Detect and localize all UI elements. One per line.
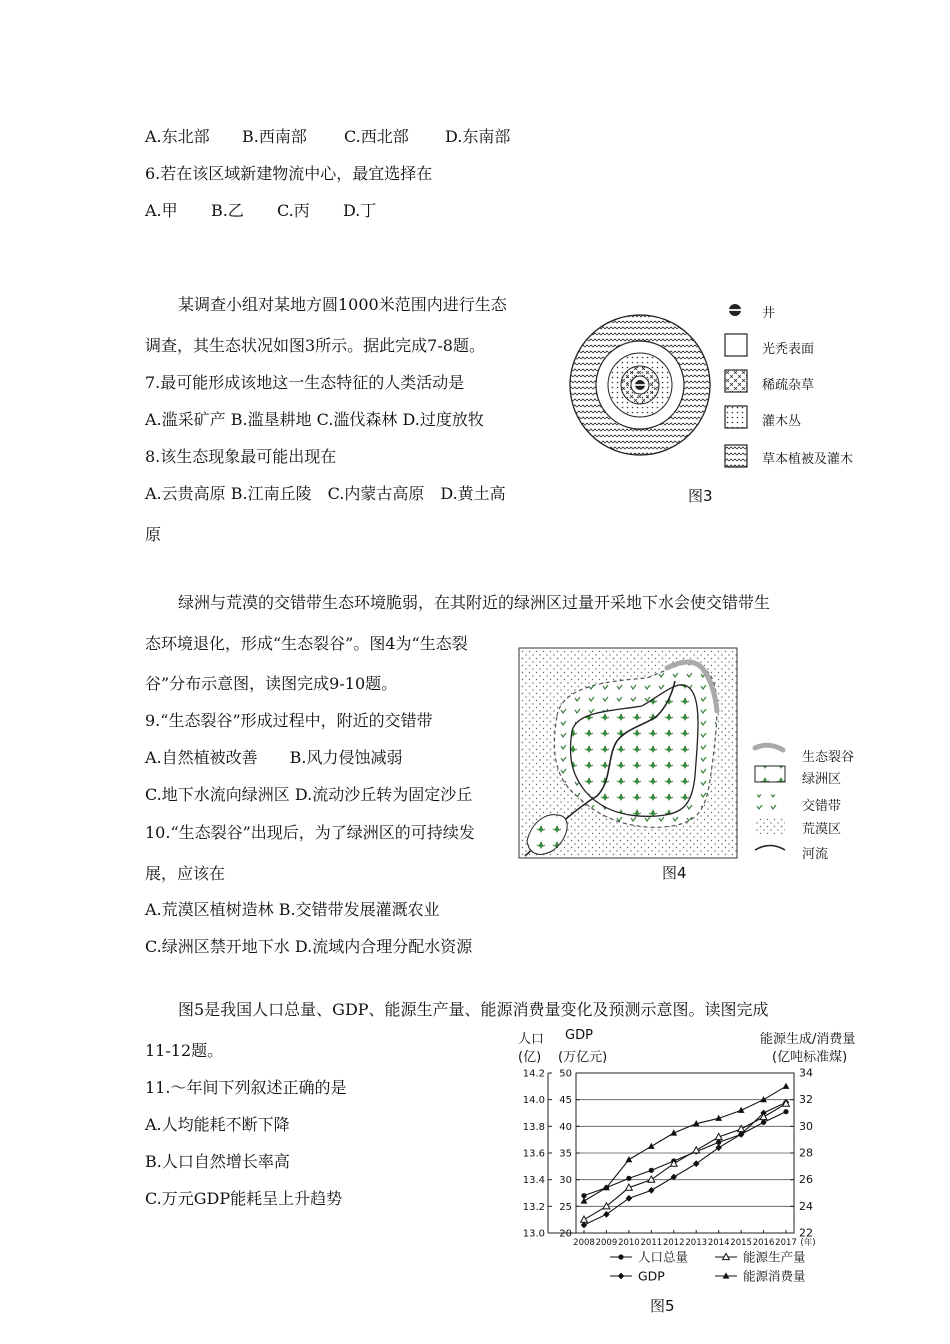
fig5-x-tick-label: 2012 — [662, 1238, 685, 1248]
fig5-pop-tick-label: 14.0 — [522, 1095, 545, 1107]
fig5-pop-tick-label: 13.0 — [522, 1228, 545, 1240]
passage3-line2: 调查，其生态状况如图3所示。据此完成7-8题。 — [145, 336, 485, 355]
fig3-legend-grass: 稀疏杂草 — [762, 378, 815, 393]
q9-stem: 9.“生态裂谷”形成过程中，附近的交错带 — [145, 711, 433, 730]
q5-option-d: D.东南部 — [445, 127, 511, 146]
fig5-gdp-tick-label: 35 — [559, 1148, 572, 1160]
fig5-legend-energy-consumption-label: 能源消费量 — [743, 1268, 806, 1284]
fig5-energy-tick-label: 34 — [799, 1066, 813, 1080]
fig5-energy-tick-label: 26 — [799, 1173, 813, 1187]
fig5-energy-tick-label: 28 — [799, 1146, 813, 1160]
fig3-legend-bare-icon — [725, 334, 747, 356]
fig5-legend-marker — [618, 1254, 623, 1259]
passage4-line3: 谷”分布示意图，读图完成9-10题。 — [145, 674, 398, 693]
q6-option-b: B.乙 — [211, 201, 244, 220]
fig5-x-tick-label: 2015 — [730, 1238, 752, 1248]
fig5-energy-tick-label: 32 — [799, 1093, 813, 1107]
q7-stem: 7.最可能形成该地这一生态特征的人类活动是 — [145, 373, 465, 392]
fig5-series-population-point — [716, 1140, 721, 1145]
passage5-line2: 11-12题。 — [145, 1041, 224, 1060]
fig5-x-tick-label: 2010 — [618, 1238, 640, 1248]
fig3-legend-well-icon — [729, 304, 741, 316]
fig5-right-title-2: (亿吨标准煤) — [772, 1050, 848, 1065]
fig5-legend-marker — [618, 1273, 624, 1280]
fig3-legend-herb: 草本植被及灌木 — [762, 452, 854, 467]
fig3-legend-herb-icon — [725, 445, 747, 467]
fig4-caption: 图4 — [662, 864, 687, 882]
figure-5 — [510, 1028, 890, 1293]
fig3-well-icon — [635, 380, 645, 390]
fig5-pop-tick-label: 13.4 — [522, 1175, 545, 1187]
fig5-right-title-1: 能源生成/消费量 — [760, 1032, 856, 1047]
fig3-legend-grass-icon — [725, 370, 747, 392]
fig5-energy-tick-label: 22 — [799, 1226, 813, 1240]
q5-option-c: C.西北部 — [344, 127, 409, 146]
passage4-line2: 态环境退化，形成“生态裂谷”。图4为“生态裂 — [145, 634, 468, 653]
q11-option-a: A.人均能耗不断下降 — [145, 1115, 290, 1134]
fig5-legend-population-label: 人口总量 — [638, 1249, 689, 1265]
fig5-pop-tick-label: 13.2 — [522, 1201, 545, 1213]
fig4-legend-ecotone: 交错带 — [802, 799, 842, 814]
q8-options-line1: A.云贵高原 B.江南丘陵 C.内蒙古高原 D.黄土高 — [145, 484, 506, 503]
passage3-line1: 某调查小组对某地方圆1000米范围内进行生态 — [178, 295, 507, 314]
fig5-chart — [510, 1028, 890, 1293]
fig5-pop-tick-label: 13.6 — [522, 1148, 545, 1160]
fig4-legend-oasis: 绿洲区 — [802, 772, 842, 787]
q5-option-b: B.西南部 — [242, 127, 307, 146]
figure-3 — [565, 290, 885, 505]
fig5-gdp-tick-label: 30 — [559, 1175, 572, 1187]
fig5-caption: 图5 — [650, 1297, 675, 1315]
fig5-x-tick-label: 2014 — [707, 1238, 730, 1248]
fig5-gdp-tick-label: 20 — [559, 1228, 572, 1240]
q11-stem: 11.～年间下列叙述正确的是 — [145, 1078, 347, 1097]
q5-option-a: A.东北部 — [145, 127, 210, 146]
q6-option-a: A.甲 — [145, 201, 178, 220]
fig3-legend-well: 井 — [762, 306, 776, 321]
fig5-x-tick-label: 2008 — [573, 1238, 595, 1248]
fig5-pop-tick-label: 14.2 — [522, 1068, 545, 1080]
fig3-legend-shrub-icon — [725, 406, 747, 428]
fig5-series-population-point — [649, 1168, 654, 1173]
q10-options-line1: A.荒漠区植树造林 B.交错带发展灌溉农业 — [145, 900, 440, 919]
fig5-gdp-tick-label: 25 — [559, 1201, 572, 1213]
q8-stem: 8.该生态现象最可能出现在 — [145, 447, 337, 466]
fig5-legend-energy-production-label: 能源生产量 — [743, 1249, 806, 1265]
q6-stem: 6.若在该区域新建物流中心，最宜选择在 — [145, 164, 433, 183]
fig5-x-tick-label: 2011 — [640, 1238, 663, 1248]
fig5-energy-tick-label: 30 — [799, 1119, 813, 1133]
fig5-mid-title-2: (万亿元) — [558, 1050, 608, 1065]
fig5-x-tick-label: 2013 — [685, 1238, 708, 1248]
fig4-legend-desert-icon — [755, 818, 785, 834]
q9-options-line1: A.自然植被改善 B.风力侵蚀减弱 — [145, 748, 403, 767]
fig5-x-tick-label: 2009 — [595, 1238, 618, 1248]
q6-option-d: D.丁 — [343, 201, 377, 220]
fig3-caption: 图3 — [688, 487, 713, 505]
fig5-series-population-point — [761, 1120, 766, 1125]
fig5-left-title-1: 人口 — [518, 1032, 545, 1047]
fig5-series-population-point — [783, 1109, 788, 1114]
fig5-pop-tick-label: 13.8 — [522, 1121, 545, 1133]
fig5-left-title-2: (亿) — [518, 1050, 542, 1065]
q6-option-c: C.丙 — [277, 201, 310, 220]
fig5-x-tick-label: 2016 — [752, 1238, 775, 1248]
fig4-legend-river: 河流 — [802, 847, 829, 862]
fig3-legend-shrub: 灌木丛 — [762, 414, 802, 429]
fig5-mid-title-1: GDP — [565, 1028, 593, 1043]
fig4-legend-rift: 生态裂谷 — [802, 750, 855, 765]
fig5-gdp-tick-label: 40 — [559, 1121, 572, 1133]
q10-stem-line1: 10.“生态裂谷”出现后，为了绿洲区的可持续发 — [145, 823, 475, 842]
q11-option-c: C.万元GDP能耗呈上升趋势 — [145, 1189, 343, 1208]
fig4-legend-desert: 荒漠区 — [802, 822, 842, 837]
q10-stem-line2: 展，应该在 — [145, 864, 226, 883]
passage4-line1: 绿洲与荒漠的交错带生态环境脆弱，在其附近的绿洲区过量开采地下水会使交错带生 — [178, 593, 771, 612]
figure-4 — [517, 646, 877, 860]
q9-options-line2: C.地下水流向绿洲区 D.流动沙丘转为固定沙丘 — [145, 785, 473, 804]
fig4-legend-oasis-icon — [755, 766, 785, 782]
fig5-legend-gdp-label: GDP — [638, 1268, 665, 1284]
fig5-gdp-tick-label: 45 — [559, 1095, 572, 1107]
fig5-energy-tick-label: 24 — [799, 1199, 813, 1213]
q10-options-line2: C.绿洲区禁开地下水 D.流域内合理分配水资源 — [145, 937, 473, 956]
fig3-legend-bare: 光秃表面 — [762, 342, 815, 357]
q8-options-line2: 原 — [145, 525, 162, 544]
q11-option-b: B.人口自然增长率高 — [145, 1152, 290, 1171]
fig4-legend-rift-icon — [755, 745, 783, 750]
q7-options: A.滥采矿产 B.滥垦耕地 C.滥伐森林 D.过度放牧 — [145, 410, 484, 429]
fig4-legend-river-icon — [755, 846, 785, 851]
fig4-legend-ecotone-icon — [755, 794, 785, 810]
fig5-gdp-tick-label: 50 — [559, 1068, 572, 1080]
fig5-x-unit: (年) — [800, 1238, 816, 1248]
fig5-x-tick-label: 2017 — [775, 1238, 797, 1248]
passage5-line1: 图5是我国人口总量、GDP、能源生产量、能源消费量变化及预测示意图。读图完成 — [178, 1000, 769, 1019]
fig5-series-population-point — [626, 1176, 631, 1181]
